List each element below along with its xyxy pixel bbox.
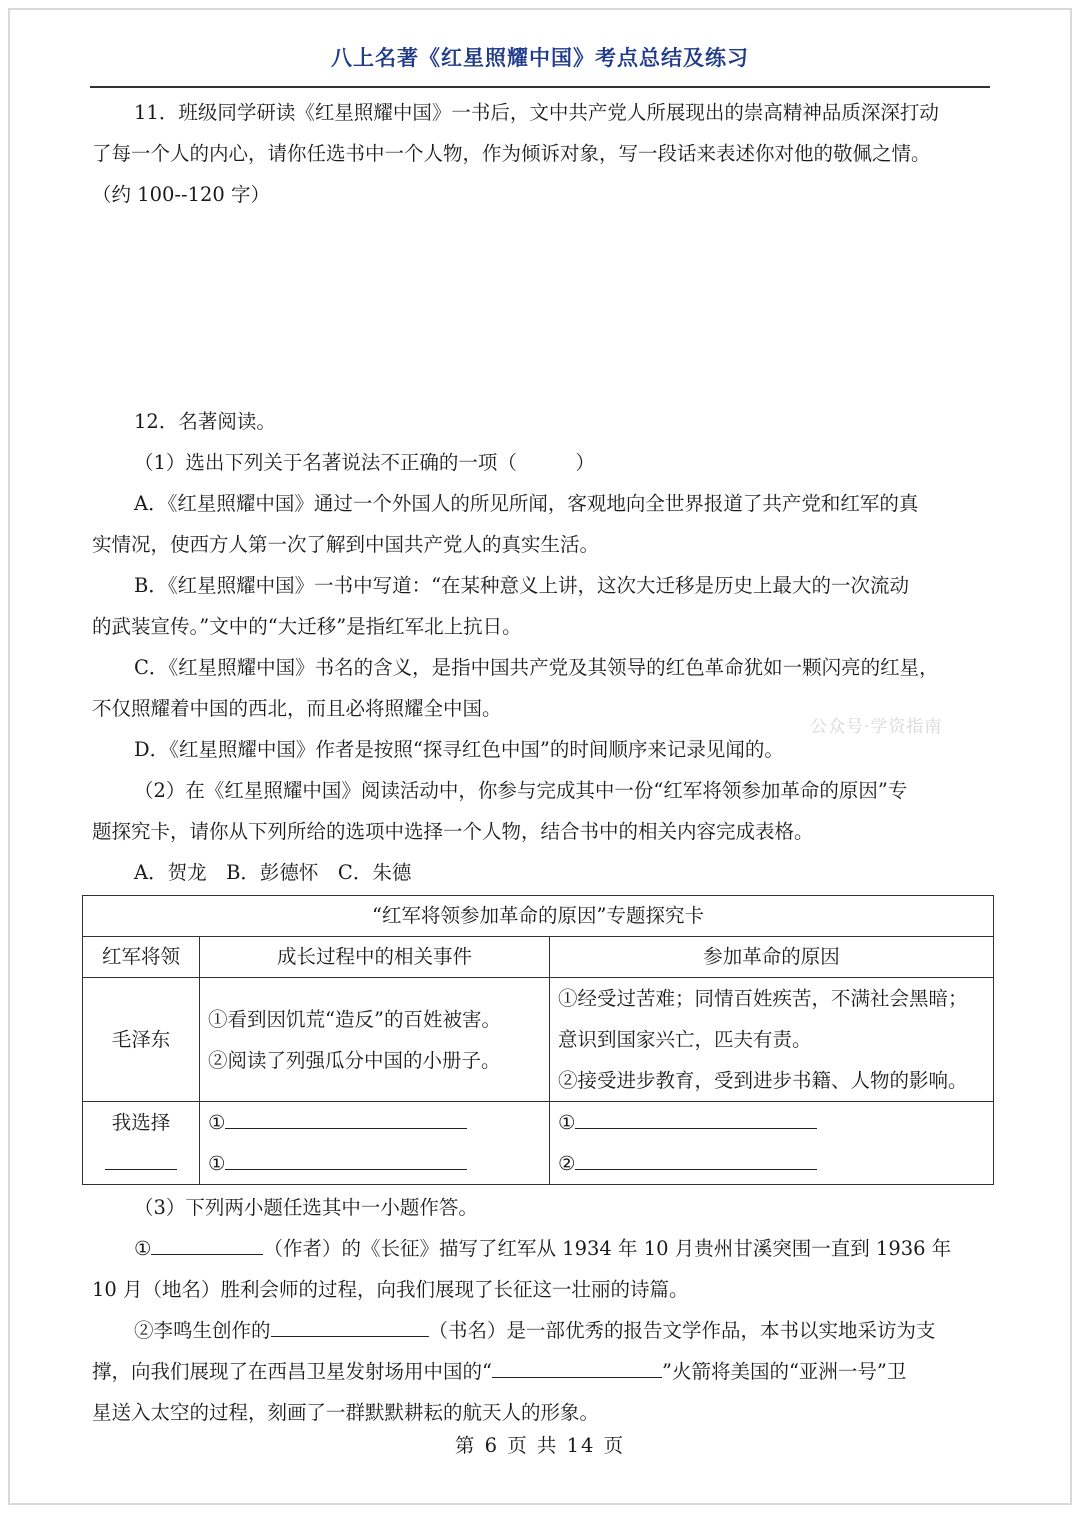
page-footer: 第 6 页 共 14 页: [454, 1434, 626, 1457]
q12-part3-a-line-1: [92, 1228, 992, 1269]
book-title-blank[interactable]: [271, 1312, 429, 1337]
row1-event-2: ②阅读了列强瓜分中国的小册子。: [208, 1048, 501, 1072]
q11-answer-space[interactable]: [92, 215, 992, 401]
q12-part2-line-1: （2）在《红星照耀中国》阅读活动中，你参与完成其中一份“红军将领参加革命的原因”专: [134, 779, 908, 802]
row2-reasons: [550, 1102, 994, 1185]
row1-events: [200, 978, 550, 1102]
q11-line-1: 11．班级同学研读《红星照耀中国》一书后，文中共产党人所展现出的崇高精神品质深深打动: [134, 101, 939, 124]
option-a-line-2: 实情况，使西方人第一次了解到中国共产党人的真实生活。: [92, 533, 600, 556]
option-b-line-2: 的武装宣传。”文中的“大迁移”是指红军北上抗日。: [92, 615, 522, 638]
row2-reason-blank-1[interactable]: [575, 1104, 817, 1129]
part3-a-text: （作者）的《长征》描写了红军从 1934 年 10 月贵州甘溪突围一直到 1936 年: [263, 1237, 952, 1260]
row2-event-blank-1[interactable]: [225, 1104, 467, 1129]
row2-name: 我选择: [111, 1111, 171, 1134]
table-header-reasons: 参加革命的原因: [550, 937, 994, 978]
table-header-general: 红军将领: [83, 937, 200, 978]
table-row: [83, 978, 994, 1102]
row1-reason-2: 意识到国家兴亡，匹夫有责。: [558, 1028, 812, 1051]
q12-title: 12．名著阅读。: [134, 410, 276, 433]
part3-a-marker: ①: [134, 1237, 152, 1260]
option-d: D．《红星照耀中国》作者是按照“探寻红色中国”的时间顺序来记录见闻的。: [134, 738, 784, 761]
q12-part2-line-2: 题探究卡，请你从下列所给的选项中选择一个人物，结合书中的相关内容完成表格。: [92, 820, 814, 843]
research-card-table: [82, 895, 994, 1185]
q12-part3-a-line-2: 10 月（地名）胜利会师的过程，向我们展现了长征这一壮丽的诗篇。: [92, 1278, 689, 1301]
page-content: [92, 92, 992, 1433]
header-rule: [90, 86, 990, 88]
row2-reason-marker-1: ①: [558, 1111, 576, 1134]
row2-events: [200, 1102, 550, 1185]
q11-line-2: 了每一个人的内心，请你任选书中一个人物，作为倾诉对象，写一段话来表述你对他的敬佩之情。: [92, 142, 931, 165]
row2-reason-blank-2[interactable]: [575, 1145, 817, 1170]
watermark: 公众号·学资指南: [810, 717, 943, 737]
row2-event-marker-1: ①: [208, 1111, 226, 1134]
row1-event-1: ①看到因饥荒“造反”的百姓被害。: [208, 1007, 501, 1031]
q12-part3-b-line-1: [92, 1310, 992, 1351]
table-caption: “红军将领参加革命的原因”专题探究卡: [83, 896, 994, 937]
option-c-line-1: C．《红星照耀中国》书名的含义，是指中国共产党及其领导的红色革命犹如一颗闪亮的红星，: [134, 656, 939, 679]
q12-part3-b-line-3: 星送入太空的过程，刻画了一群默默耕耘的航天人的形象。: [92, 1401, 600, 1424]
option-a-line-1: A．《红星照耀中国》通过一个外国人的所见所闻，客观地向全世界报道了共产党和红军的真: [134, 492, 919, 515]
row1-name: 毛泽东: [83, 978, 200, 1102]
row2-reason-marker-2: ②: [558, 1152, 576, 1175]
part3-b-text: （书名）是一部优秀的报告文学作品，本书以实地采访为支: [428, 1319, 936, 1342]
part3-b-pre: ②李鸣生创作的: [134, 1319, 271, 1342]
row2-event-marker-2: ①: [208, 1152, 226, 1175]
q12-part2-choices: A．贺龙 B．彭德怀 C．朱德: [134, 861, 412, 884]
row1-reason-1: ①经受过苦难；同情百姓疾苦，不满社会黑暗；: [558, 987, 968, 1010]
q12-part1-prompt: （1）选出下列关于名著说法不正确的一项（ ）: [134, 451, 595, 474]
part3-b-line2-post: ”火箭将美国的“亚洲一号”卫: [661, 1360, 907, 1383]
row1-reasons: [550, 978, 994, 1102]
option-c-line-2: 不仅照耀着中国的西北，而且必将照耀全中国。: [92, 697, 502, 720]
page-header-title: 八上名著《红星照耀中国》考点总结及练习: [331, 46, 749, 70]
table-row: [83, 1102, 994, 1185]
q11-line-3: （约 100--120 字）: [92, 183, 271, 206]
row2-name-cell: [83, 1102, 200, 1185]
q12-part3-b-line-2: [92, 1351, 992, 1392]
table-header-events: 成长过程中的相关事件: [200, 937, 550, 978]
row2-name-blank[interactable]: [105, 1145, 177, 1170]
row2-event-blank-2[interactable]: [225, 1145, 467, 1170]
author-blank[interactable]: [151, 1230, 263, 1255]
rocket-name-blank[interactable]: [492, 1353, 662, 1378]
option-b-line-1: B．《红星照耀中国》一书中写道：“在某种意义上讲，这次大迁移是历史上最大的一次流动: [134, 574, 910, 597]
row1-reason-3: ②接受进步教育，受到进步书籍、人物的影响。: [558, 1069, 968, 1092]
part3-b-line2-pre: 撑，向我们展现了在西昌卫星发射场用中国的“: [92, 1360, 492, 1383]
q12-part3-prompt: （3）下列两小题任选其中一小题作答。: [134, 1196, 478, 1219]
